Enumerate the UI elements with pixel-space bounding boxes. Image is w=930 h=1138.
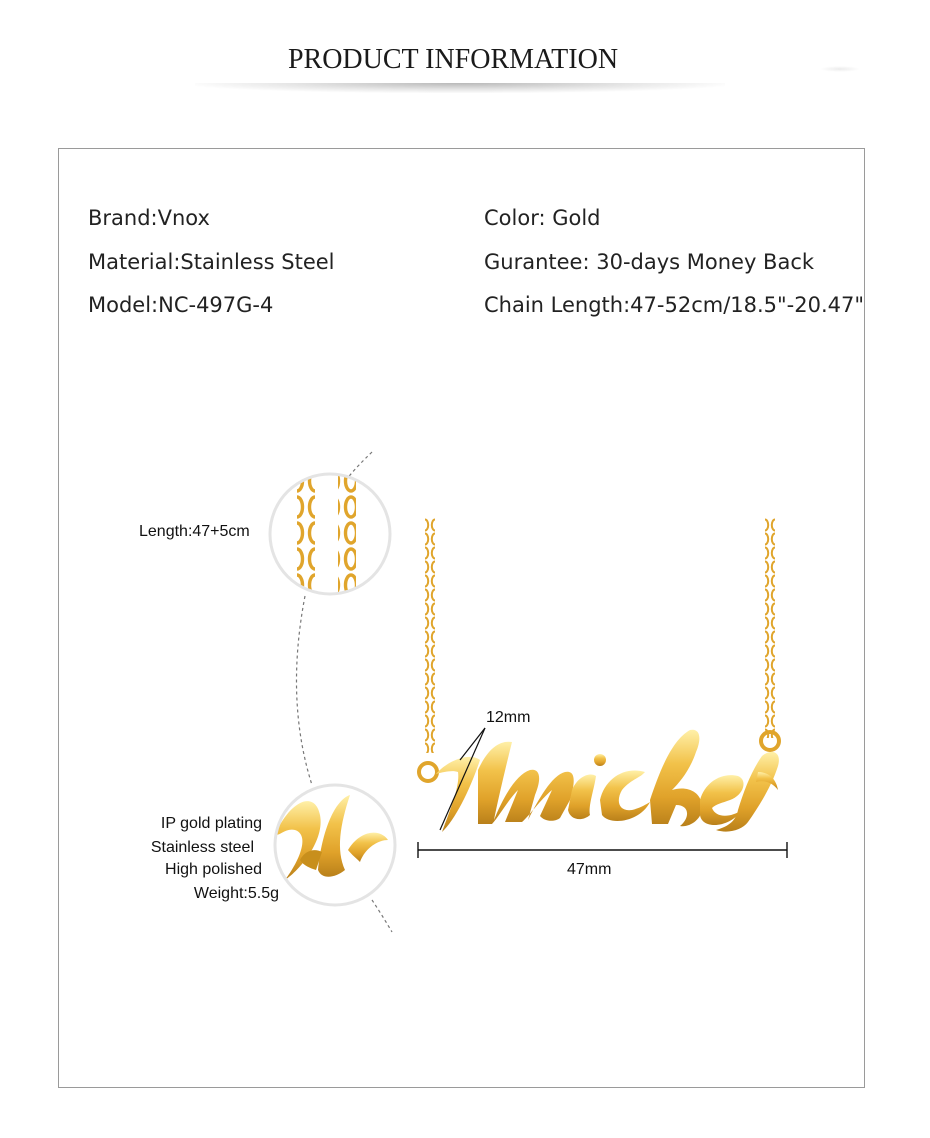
feature-weight: Weight:5.5g <box>193 885 279 902</box>
spec-material: Material:Stainless Steel <box>88 250 335 274</box>
right-chain <box>765 518 775 738</box>
spec-brand: Brand:Vnox <box>88 206 210 230</box>
name-pendant <box>436 730 779 832</box>
height-dimension-label: 12mm <box>486 709 531 726</box>
spec-chain-length: Chain Length:47-52cm/18.5"-20.47" <box>484 293 865 317</box>
page-title: PRODUCT INFORMATION <box>287 44 619 75</box>
length-label: Length:47+5cm <box>139 523 250 540</box>
spec-color: Color: Gold <box>484 206 601 230</box>
spec-model: Model:NC-497G-4 <box>88 293 274 317</box>
chain-zoom-circle <box>270 470 390 600</box>
width-dimension-label: 47mm <box>567 861 612 878</box>
feature-ip-gold-plating: IP gold plating <box>160 815 262 832</box>
spec-guarantee: Gurantee: 30-days Money Back <box>484 250 815 274</box>
feature-high-polished: High polished <box>165 861 262 878</box>
left-chain <box>425 518 435 753</box>
letters-zoom-circle <box>275 785 395 905</box>
feature-stainless-steel: Stainless steel <box>150 839 254 856</box>
